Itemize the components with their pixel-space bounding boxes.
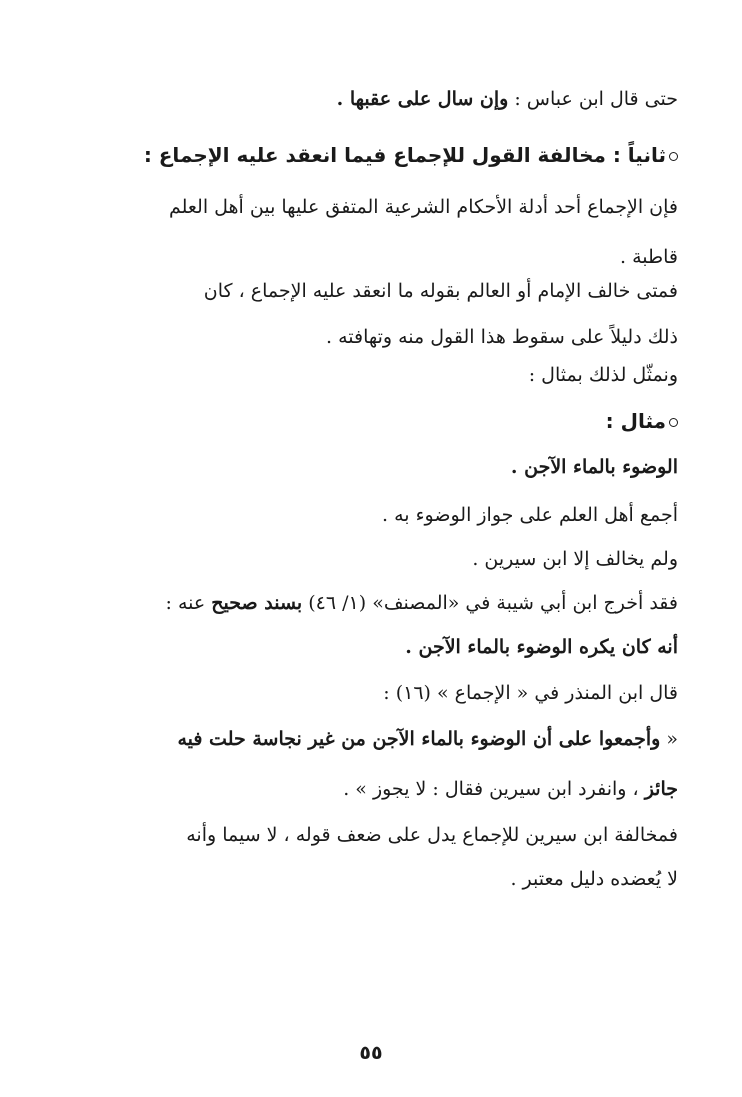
line-9-bold: الوضوء بالماء الآجن . (510, 456, 678, 478)
text-line-9 (88, 452, 678, 482)
text-line-15 (88, 724, 678, 754)
text-line-14 (88, 678, 678, 708)
line-14-text: قال ابن المنذر في « الإجماع » (١٦) : (383, 682, 678, 704)
text-line-13 (88, 632, 678, 662)
circle-bullet-icon (669, 418, 678, 427)
text-line-17 (88, 820, 678, 850)
line-18-text: لا يُعضده دليل معتبر . (510, 868, 678, 890)
text-line-3 (88, 192, 678, 222)
text-line-16 (88, 774, 678, 804)
line-1-bold: وإن سال على عقبها . (336, 88, 509, 110)
line-17-text: فمخالفة ابن سيرين للإجماع يدل على ضعف قوله ، لا سيما وأنه (186, 824, 678, 846)
line-15-plain: « (660, 728, 678, 750)
line-11-text: ولم يخالف إلا ابن سيرين . (472, 548, 678, 570)
text-line-18 (88, 864, 678, 894)
line-12-tail: عنه : (165, 592, 212, 614)
line-15-bold: وأجمعوا على أن الوضوء بالماء الآجن من غير نجاسة حلت فيه (177, 728, 661, 750)
section-heading-second (88, 140, 678, 170)
line-6-text: ذلك دليلاً على سقوط هذا القول منه وتهافته . (325, 326, 678, 348)
text-line-1 (88, 84, 678, 114)
example-heading-text: مثال : (605, 409, 666, 433)
circle-bullet-icon (669, 152, 678, 161)
line-12-plain: فقد أخرج ابن أبي شيبة في «المصنف» (١/ ٤٦) (302, 592, 678, 614)
line-13-bold: أنه كان يكره الوضوء بالماء الآجن . (405, 636, 678, 658)
section-heading-text: ثانياً : مخالفة القول للإجماع فيما انعقد عليه الإجماع : (143, 143, 666, 167)
text-line-12 (88, 588, 678, 618)
line-5-text: فمتى خالف الإمام أو العالم بقوله ما انعقد عليه الإجماع ، كان (203, 280, 678, 302)
line-7-text: ونمثّل لذلك بمثال : (528, 364, 678, 386)
text-line-11 (88, 544, 678, 574)
text-line-10 (88, 500, 678, 530)
text-line-7 (88, 360, 678, 390)
line-4-text: قاطبة . (620, 246, 678, 268)
line-1-plain: حتى قال ابن عباس : (508, 88, 678, 110)
line-10-text: أجمع أهل العلم على جواز الوضوء به . (381, 504, 678, 526)
page-number: ٥٥ (359, 1042, 383, 1064)
text-line-4 (88, 242, 678, 272)
example-heading (88, 406, 678, 436)
line-16-bold: جائز (644, 778, 678, 800)
text-line-6 (88, 322, 678, 352)
line-3-text: فإن الإجماع أحد أدلة الأحكام الشرعية المتفق عليها بين أهل العلم (168, 196, 678, 218)
line-12-bold: بسند صحيح (211, 592, 303, 614)
line-16-tail: ، وانفرد ابن سيرين فقال : لا يجوز » . (343, 778, 645, 800)
text-line-5 (88, 276, 678, 306)
